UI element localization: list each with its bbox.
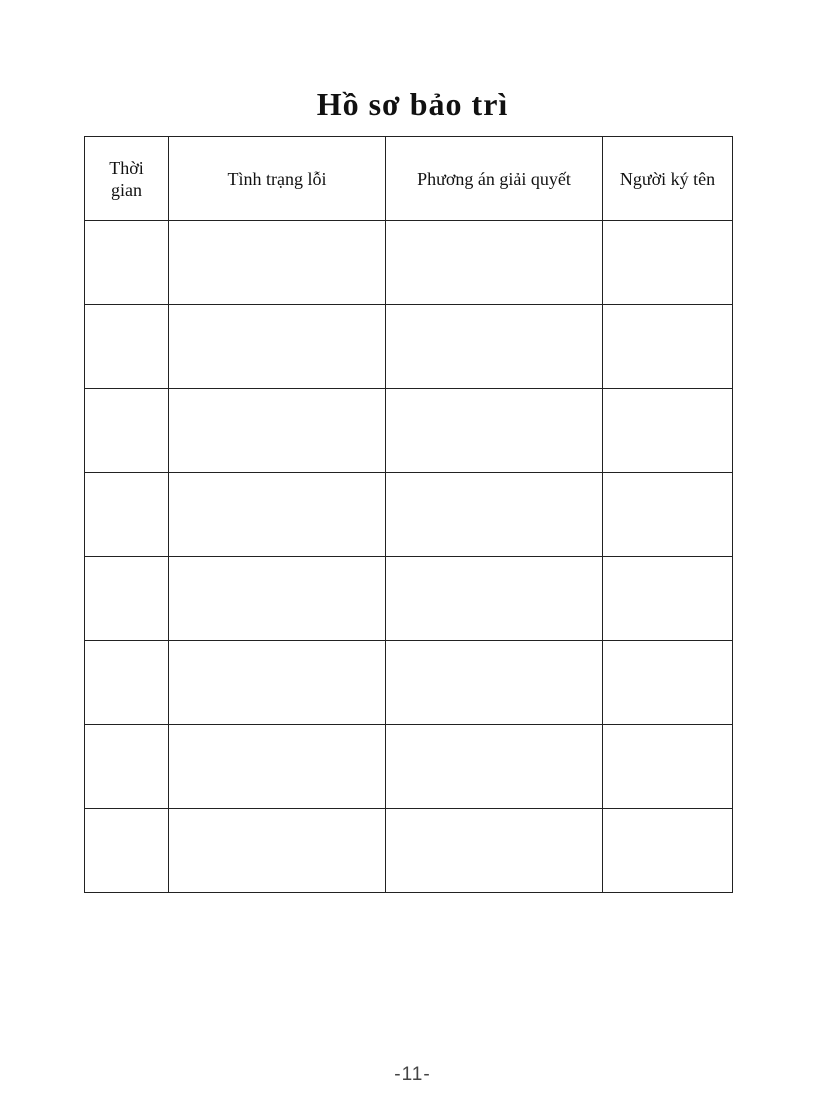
cell-solution[interactable] — [386, 557, 603, 641]
cell-time[interactable] — [85, 809, 169, 893]
table-row — [85, 557, 733, 641]
cell-issue[interactable] — [169, 305, 386, 389]
cell-issue[interactable] — [169, 641, 386, 725]
header-solution: Phương án giải quyết — [386, 137, 603, 221]
cell-signer[interactable] — [603, 473, 733, 557]
header-signer: Người ký tên — [603, 137, 733, 221]
header-time — [85, 137, 169, 221]
cell-time[interactable] — [85, 557, 169, 641]
cell-signer[interactable] — [603, 557, 733, 641]
page-title: Hồ sơ bảo trì — [316, 86, 509, 122]
table-row — [85, 725, 733, 809]
cell-time[interactable] — [85, 725, 169, 809]
cell-solution[interactable] — [386, 725, 603, 809]
cell-issue[interactable] — [169, 725, 386, 809]
header-time-line2: gian — [111, 179, 142, 200]
table-row — [85, 809, 733, 893]
cell-signer[interactable] — [603, 809, 733, 893]
cell-signer[interactable] — [603, 725, 733, 809]
cell-issue[interactable] — [169, 389, 386, 473]
table-header-row — [85, 137, 733, 221]
cell-issue[interactable] — [169, 473, 386, 557]
page-number: -11- — [394, 1064, 431, 1085]
cell-solution[interactable] — [386, 809, 603, 893]
cell-signer[interactable] — [603, 641, 733, 725]
cell-time[interactable] — [85, 641, 169, 725]
cell-issue[interactable] — [169, 557, 386, 641]
cell-time[interactable] — [85, 389, 169, 473]
maintenance-log-table — [84, 136, 733, 893]
cell-signer[interactable] — [603, 221, 733, 305]
cell-solution[interactable] — [386, 305, 603, 389]
cell-solution[interactable] — [386, 389, 603, 473]
table-row — [85, 473, 733, 557]
cell-solution[interactable] — [386, 473, 603, 557]
cell-issue[interactable] — [169, 809, 386, 893]
cell-signer[interactable] — [603, 305, 733, 389]
cell-issue[interactable] — [169, 221, 386, 305]
header-time-line1: Thời — [109, 157, 144, 178]
cell-solution[interactable] — [386, 221, 603, 305]
cell-time[interactable] — [85, 473, 169, 557]
table-row — [85, 305, 733, 389]
cell-time[interactable] — [85, 305, 169, 389]
cell-signer[interactable] — [603, 389, 733, 473]
cell-time[interactable] — [85, 221, 169, 305]
header-issue: Tình trạng lỗi — [169, 137, 386, 221]
cell-solution[interactable] — [386, 641, 603, 725]
table-row — [85, 641, 733, 725]
table-row — [85, 389, 733, 473]
table-row — [85, 221, 733, 305]
